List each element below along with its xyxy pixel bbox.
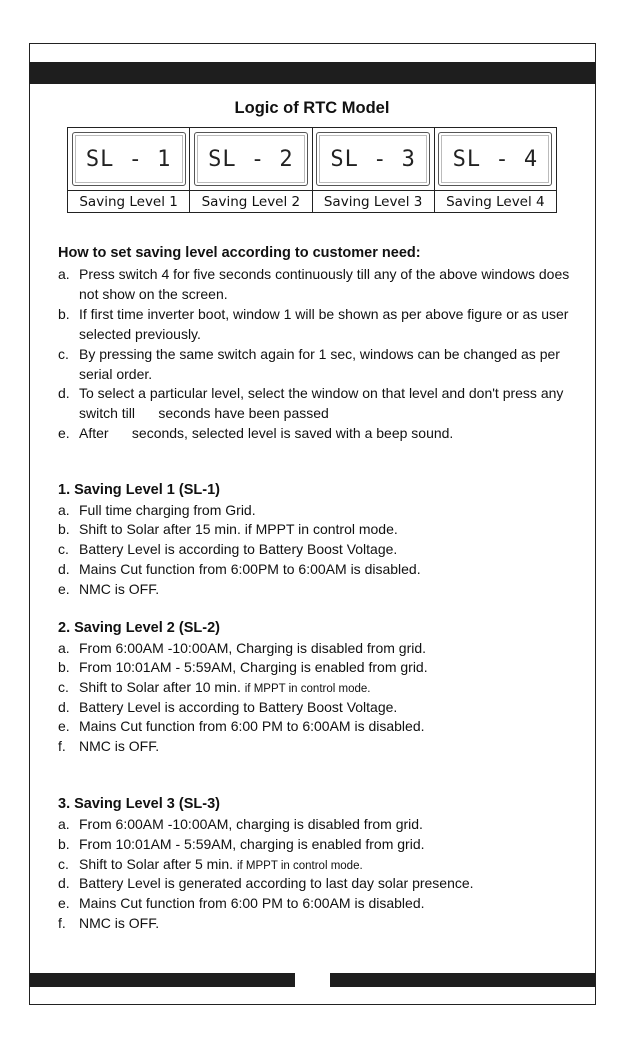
- level-cell: [312, 128, 434, 212]
- item-marker: f.: [58, 738, 66, 754]
- list-item: [58, 579, 578, 599]
- list-item: [58, 559, 578, 579]
- list-item: [58, 834, 578, 854]
- list-item: [58, 264, 578, 304]
- item-marker: b.: [58, 306, 70, 322]
- item-text: From 10:01AM - 5:59AM, charging is enabled from grid.: [79, 836, 425, 852]
- item-text: Battery Level is according to Battery Boost Voltage.: [79, 541, 398, 557]
- item-marker: b.: [58, 521, 70, 537]
- item-text: NMC is OFF.: [79, 915, 160, 931]
- item-text: From 6:00AM -10:00AM, Charging is disabled from grid.: [79, 640, 427, 656]
- list-item: [58, 736, 578, 756]
- list-item: [58, 539, 578, 559]
- list-item: [58, 500, 578, 520]
- list-item: [58, 814, 578, 834]
- level-caption: Saving Level 1: [68, 190, 189, 212]
- list-item: [58, 913, 578, 933]
- page-title: Logic of RTC Model: [234, 99, 390, 117]
- list-item: [58, 304, 578, 344]
- item-marker: a.: [58, 816, 70, 832]
- item-marker: e.: [58, 718, 70, 734]
- item-text: Shift to Solar after 15 min. if MPPT in control mode.: [79, 521, 398, 537]
- item-marker: d.: [58, 561, 70, 577]
- item-marker: e.: [58, 581, 70, 597]
- level-caption: Saving Level 3: [313, 190, 434, 212]
- item-marker: d.: [58, 875, 70, 891]
- list-item: [58, 638, 578, 658]
- list-item: [58, 716, 578, 736]
- level-caption: Saving Level 4: [435, 190, 556, 212]
- item-text: By pressing the same switch again for 1 sec, windows can be changed as per serial order.: [79, 346, 560, 382]
- item-text: From 10:01AM - 5:59AM, Charging is enabled from grid.: [79, 659, 428, 675]
- item-marker: a.: [58, 640, 70, 656]
- item-text: After seconds, selected level is saved with a beep sound.: [79, 425, 454, 441]
- item-marker: c.: [58, 346, 69, 362]
- item-text-small: if MPPT in control mode.: [244, 683, 371, 695]
- item-marker: a.: [58, 266, 70, 282]
- list-item: [58, 697, 578, 717]
- list-item: [58, 423, 578, 443]
- list-item: [58, 893, 578, 913]
- item-text: Battery Level is according to Battery Boost Voltage.: [79, 699, 398, 715]
- lcd-display: SL - 1: [72, 132, 186, 186]
- level-cell: [68, 128, 189, 212]
- item-marker: b.: [58, 836, 70, 852]
- item-text-small: if MPPT in control mode.: [236, 860, 363, 872]
- section-heading: 1. Saving Level 1 (SL-1): [58, 482, 220, 498]
- header-bar: [29, 62, 596, 84]
- section-heading: 3. Saving Level 3 (SL-3): [58, 796, 220, 812]
- item-text-main: Shift to Solar after 5 min.: [79, 856, 234, 872]
- item-text: Press switch 4 for five seconds continuously till any of the above windows does not show on the screen.: [79, 266, 570, 302]
- howto-heading: How to set saving level according to customer need:: [58, 245, 421, 261]
- item-text: Mains Cut function from 6:00 PM to 6:00AM is disabled.: [79, 718, 425, 734]
- item-text: Mains Cut function from 6:00 PM to 6:00AM is disabled.: [79, 895, 425, 911]
- item-marker: c.: [58, 541, 69, 557]
- item-text: NMC is OFF.: [79, 581, 160, 597]
- item-marker: b.: [58, 659, 70, 675]
- item-text: From 6:00AM -10:00AM, charging is disabled from grid.: [79, 816, 423, 832]
- item-text: Mains Cut function from 6:00PM to 6:00AM is disabled.: [79, 561, 421, 577]
- level-cell: [189, 128, 311, 212]
- item-text: Battery Level is generated according to last day solar presence.: [79, 875, 474, 891]
- level-cell: [434, 128, 556, 212]
- list-item: [58, 873, 578, 893]
- item-marker: a.: [58, 502, 70, 518]
- item-marker: c.: [58, 679, 69, 695]
- footer-bar-left: [29, 973, 295, 987]
- item-text: Full time charging from Grid.: [79, 502, 256, 518]
- item-marker: e.: [58, 895, 70, 911]
- item-marker: f.: [58, 915, 66, 931]
- lcd-display: SL - 4: [438, 132, 552, 186]
- list-item: [58, 519, 578, 539]
- footer-bar-right: [330, 973, 596, 987]
- lcd-display: SL - 2: [194, 132, 308, 186]
- list-item: [58, 383, 578, 423]
- item-text-main: Shift to Solar after 10 min.: [79, 679, 241, 695]
- item-text: If first time inverter boot, window 1 will be shown as per above figure or as user selected previously.: [79, 306, 569, 342]
- item-text: NMC is OFF.: [79, 738, 160, 754]
- lcd-display: SL - 3: [316, 132, 430, 186]
- list-item: [58, 344, 578, 384]
- list-item: [58, 677, 578, 699]
- item-marker: d.: [58, 699, 70, 715]
- item-text: [58, 677, 578, 699]
- item-marker: e.: [58, 425, 70, 441]
- item-marker: c.: [58, 856, 69, 872]
- saving-level-table: [67, 127, 557, 213]
- item-text: To select a particular level, select the window on that level and don't press any switch till seconds have been passed: [79, 385, 568, 421]
- level-caption: Saving Level 2: [190, 190, 311, 212]
- item-marker: d.: [58, 385, 70, 401]
- list-item: [58, 657, 578, 677]
- section-heading: 2. Saving Level 2 (SL-2): [58, 620, 220, 636]
